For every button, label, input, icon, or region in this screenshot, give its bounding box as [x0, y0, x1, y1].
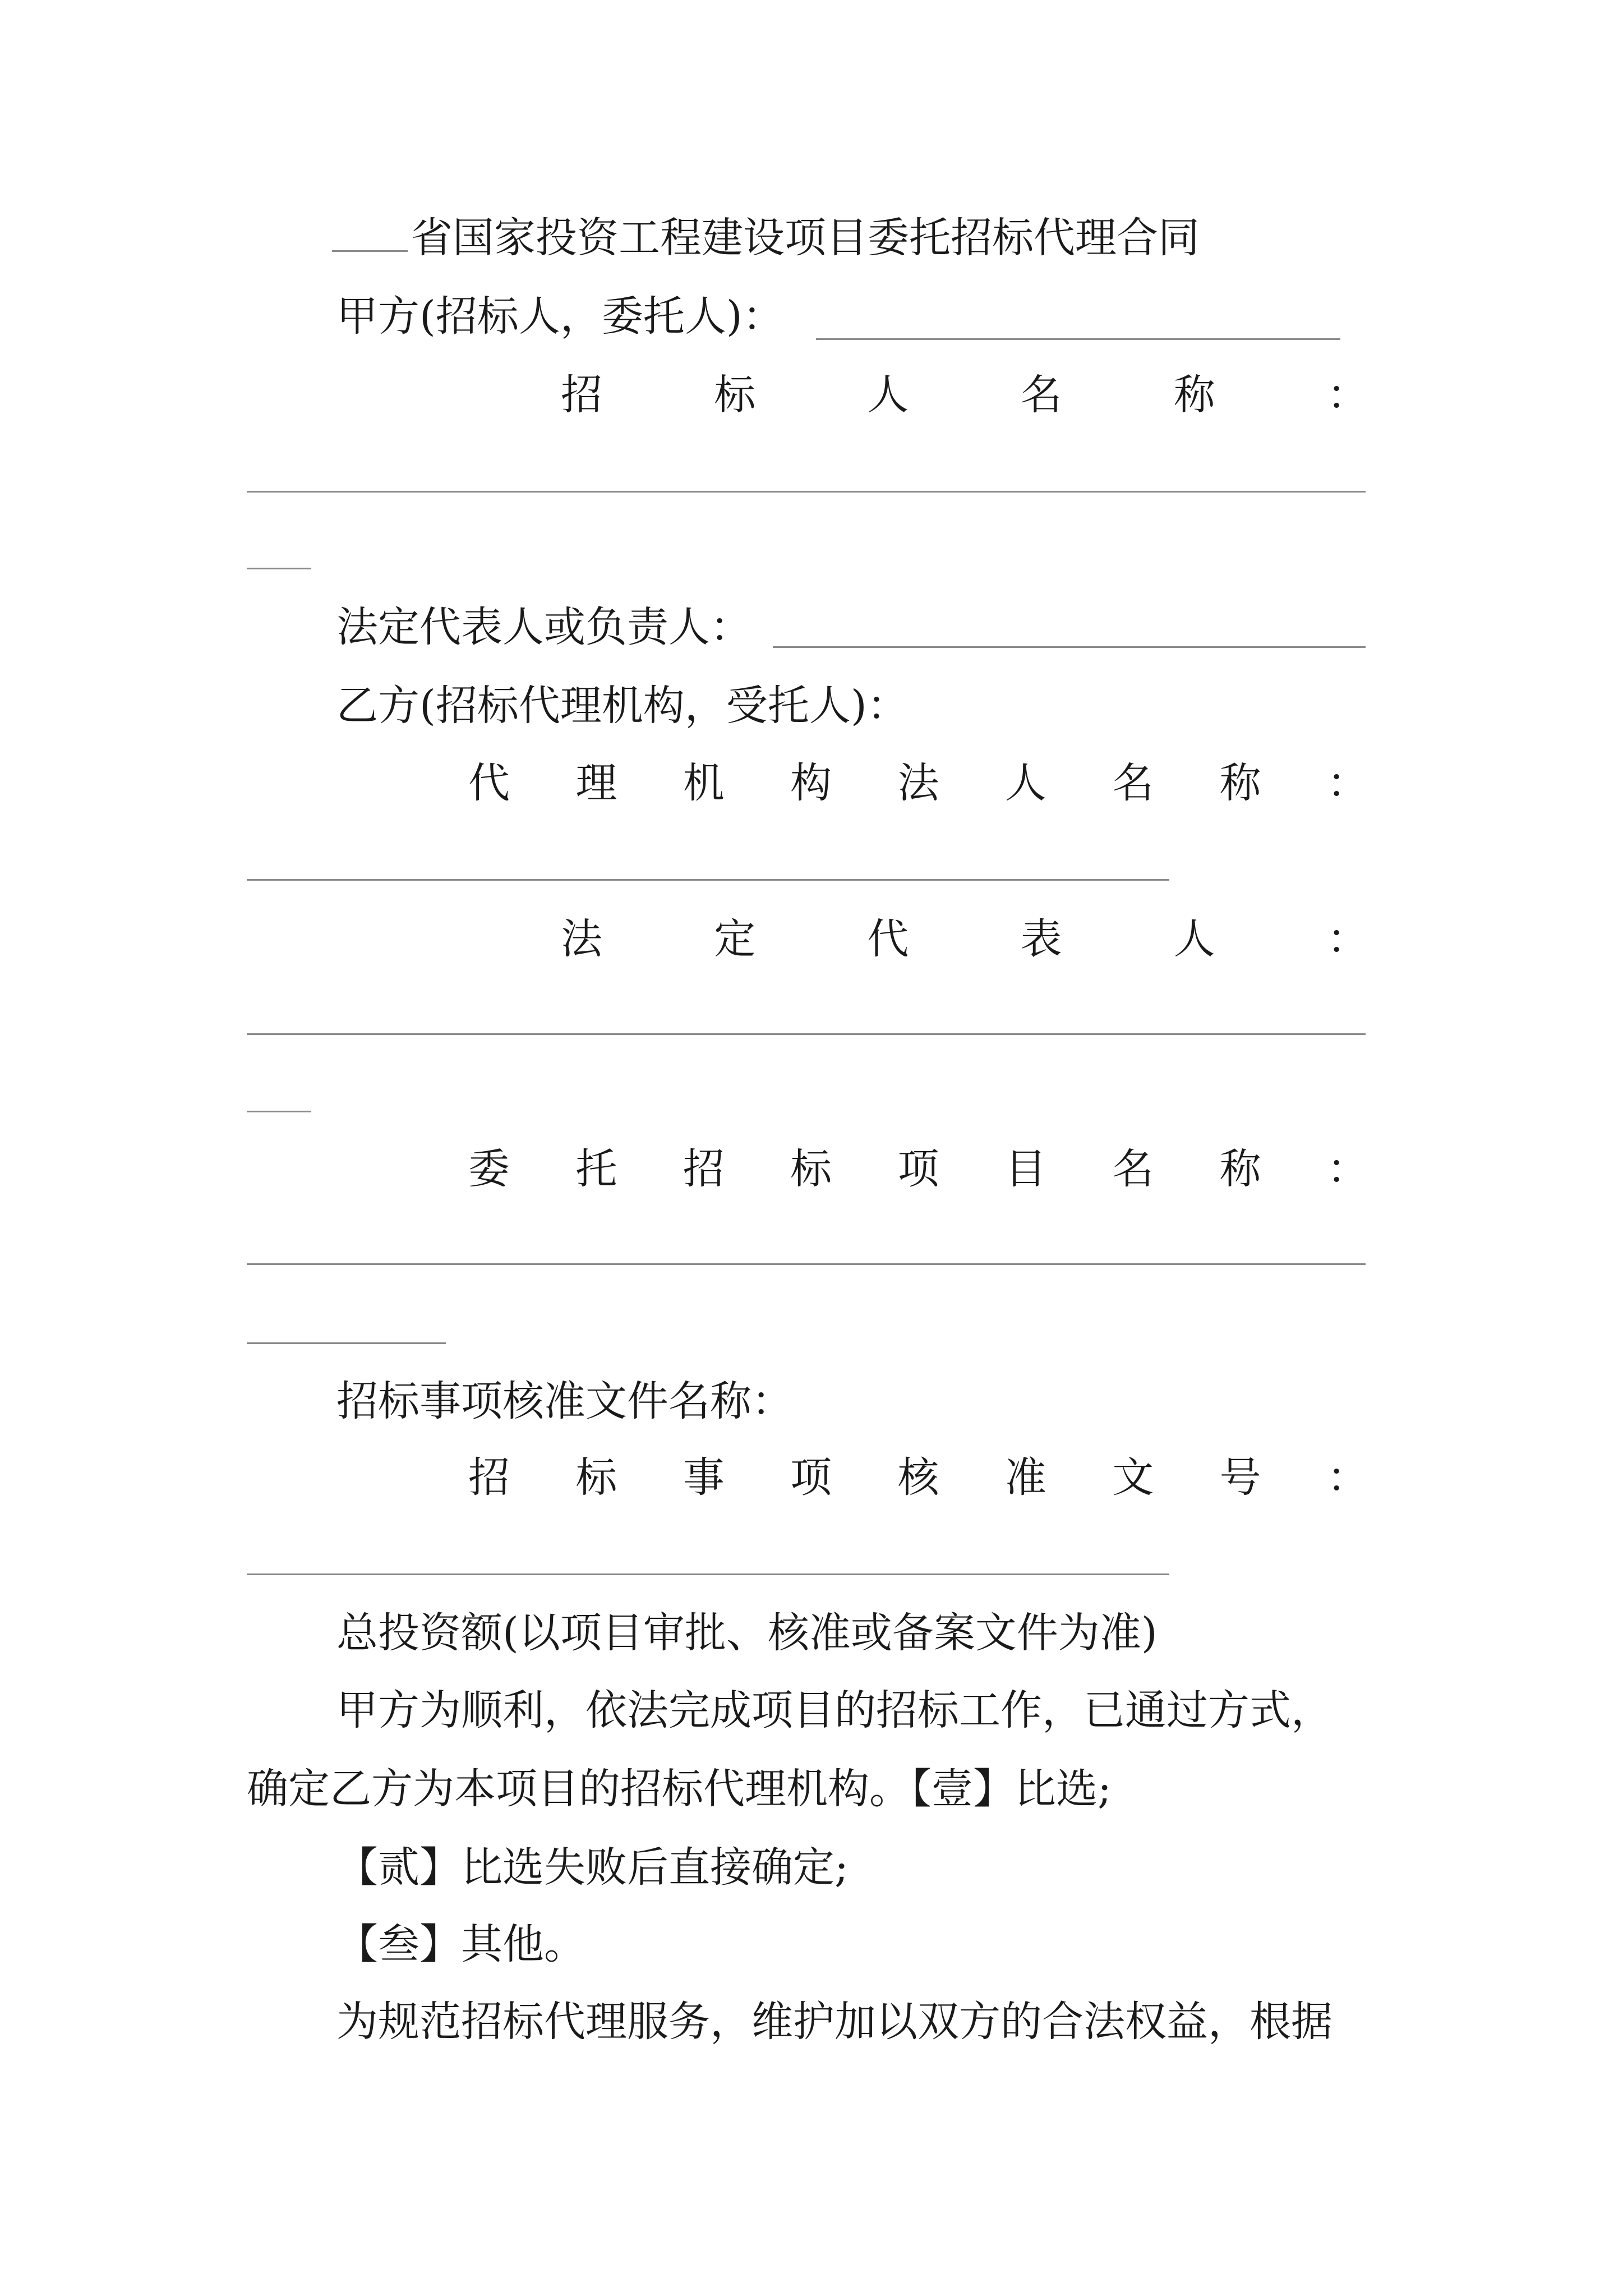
- contract-title: [332, 212, 1200, 264]
- legal-rep-or-responsible-label: 法定代表人或负责人：: [336, 603, 751, 651]
- agency-name-label: 代 理 机 构 法 人 名 称 ：: [468, 759, 1368, 807]
- para1-line1: 甲方为顺利，依法完成项目的招标工作，已通过方式，: [336, 1686, 1332, 1734]
- legal-rep-label: 法 定 代 表 人 ：: [561, 915, 1368, 963]
- agency-name-underline: [247, 879, 1169, 881]
- title-text: 省国家投资工程建设项目委托招标代理合同: [411, 214, 1200, 262]
- province-blank: [332, 215, 408, 252]
- para1-line2: 确定乙方为本项目的招标代理机构。【壹】比选;: [247, 1765, 1112, 1813]
- approval-doc-name-label: 招标事项核准文件名称：: [336, 1377, 793, 1425]
- party-a-underline: [816, 338, 1340, 340]
- party-b-label: 乙方(招标代理机构，受托人)：: [336, 682, 909, 730]
- total-investment: 总投资额(以项目审批、核准或备案文件为准): [336, 1609, 1158, 1657]
- tenderer-name-label: 招 标 人 名 称 ：: [561, 371, 1368, 419]
- project-name-underline-end: [247, 1342, 446, 1344]
- para2-line1: 为规范招标代理服务，维护加以双方的合法权益，根据: [336, 1998, 1332, 2046]
- tenderer-name-underline-end: [247, 568, 311, 569]
- option-3: 【叁】其他。: [336, 1920, 585, 1968]
- approval-no-underline: [247, 1573, 1169, 1575]
- legal-rep-underline-end: [247, 1111, 311, 1112]
- legal-rep-underline: [247, 1033, 1366, 1035]
- project-name-underline: [247, 1263, 1366, 1265]
- approval-no-label: 招 标 事 项 核 准 文 号 ：: [468, 1453, 1368, 1502]
- legal-rep-or-responsible-underline: [773, 646, 1366, 648]
- party-a-label: 甲方(招标人，委托人)：: [336, 292, 784, 341]
- tenderer-name-underline: [247, 491, 1366, 493]
- option-2: 【贰】比选失败后直接确定;: [336, 1843, 849, 1892]
- project-name-label: 委 托 招 标 项 目 名 称 ：: [468, 1145, 1368, 1193]
